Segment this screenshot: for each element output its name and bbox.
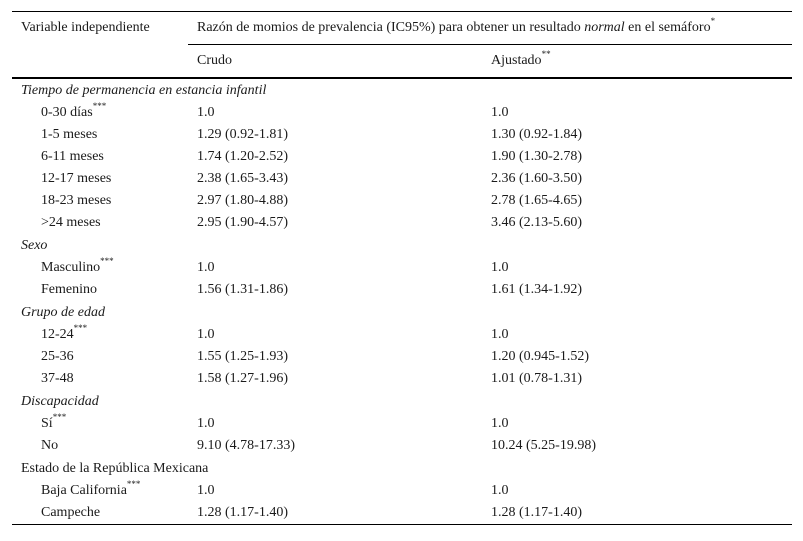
cell-crudo: 1.0 [197, 105, 215, 120]
cell-ajustado: 1.0 [491, 327, 509, 342]
section-title: Grupo de edad [21, 305, 105, 320]
table-row [12, 279, 792, 301]
row-label [12, 502, 188, 525]
row-label [12, 124, 188, 146]
footnote-mark: *** [73, 323, 88, 334]
section-row [12, 390, 792, 413]
table-row [12, 102, 792, 124]
cell-crudo: 1.55 (1.25-1.93) [197, 349, 288, 364]
row-label-text: Femenino [41, 282, 97, 297]
cell-ajustado: 1.20 (0.945-1.52) [491, 349, 589, 364]
table-row [12, 346, 792, 368]
cell-ajustado: 1.0 [491, 483, 509, 498]
section-row [12, 234, 792, 257]
cell-ajustado: 3.46 (2.13-5.60) [491, 215, 582, 230]
cell-ajustado: 1.0 [491, 260, 509, 275]
table-row [12, 324, 792, 346]
cell-crudo: 1.29 (0.92-1.81) [197, 127, 288, 142]
cell-crudo: 9.10 (4.78-17.33) [197, 438, 295, 453]
row-label-text: 1-5 meses [41, 127, 98, 142]
header-span-pre: Razón de momios de prevalencia (IC95%) para obtener un resultado [197, 20, 585, 35]
odds-ratio-table [12, 11, 792, 525]
cell-crudo: 1.0 [197, 260, 215, 275]
header-variable: Variable independiente [12, 12, 188, 45]
cell-ajustado: 1.0 [491, 416, 509, 431]
row-label-text: 18-23 meses [41, 193, 112, 208]
cell-ajustado: 1.28 (1.17-1.40) [482, 502, 792, 525]
header-ajustado-sup: ** [541, 49, 551, 60]
row-label [12, 257, 188, 279]
table-row [12, 435, 792, 457]
row-label [12, 212, 188, 234]
row-label [12, 190, 188, 212]
header-row [12, 12, 792, 45]
section-row [12, 301, 792, 324]
row-label-text: Sí [41, 416, 53, 431]
header-span-post: en el semáforo [624, 20, 711, 35]
table-row [12, 413, 792, 435]
row-label-text: 6-11 meses [41, 149, 104, 164]
cell-crudo: 2.38 (1.65-3.43) [197, 171, 288, 186]
cell-crudo: 1.28 (1.17-1.40) [188, 502, 482, 525]
row-label [12, 146, 188, 168]
cell-crudo: 2.95 (1.90-4.57) [197, 215, 288, 230]
cell-ajustado: 1.0 [491, 105, 509, 120]
subheader-row [12, 45, 792, 79]
row-label-text: Baja California [41, 483, 127, 498]
cell-crudo: 1.74 (1.20-2.52) [197, 149, 288, 164]
row-label-text: 0-30 días [41, 105, 93, 120]
row-label [12, 480, 188, 502]
cell-ajustado: 10.24 (5.25-19.98) [491, 438, 596, 453]
section-row [12, 457, 792, 480]
footnote-mark: *** [52, 412, 67, 423]
row-label [12, 346, 188, 368]
row-label [12, 279, 188, 301]
header-span [188, 12, 792, 45]
footnote-mark: *** [92, 101, 107, 112]
row-label-text: 25-36 [41, 349, 74, 364]
row-label-text: 12-17 meses [41, 171, 112, 186]
row-label-text: Masculino [41, 260, 101, 275]
section-title: Tiempo de permanencia en estancia infantil [21, 83, 267, 98]
row-label [12, 435, 188, 457]
table-row [12, 257, 792, 279]
footnote-mark: *** [126, 479, 141, 490]
row-label [12, 168, 188, 190]
header-crudo: Crudo [188, 45, 482, 79]
table-row [12, 168, 792, 190]
cell-ajustado: 1.90 (1.30-2.78) [491, 149, 582, 164]
footnote-mark: *** [100, 256, 114, 267]
section-title: Discapacidad [21, 394, 99, 409]
cell-ajustado: 1.61 (1.34-1.92) [491, 282, 582, 297]
row-label [12, 102, 188, 124]
row-label-text: Campeche [41, 505, 101, 520]
cell-ajustado: 1.01 (0.78-1.31) [491, 371, 582, 386]
cell-crudo: 1.56 (1.31-1.86) [197, 282, 288, 297]
cell-crudo: 1.58 (1.27-1.96) [197, 371, 288, 386]
row-label-text: No [41, 438, 59, 453]
row-label-text: >24 meses [41, 215, 101, 230]
cell-crudo: 2.97 (1.80-4.88) [197, 193, 288, 208]
cell-ajustado: 2.78 (1.65-4.65) [491, 193, 582, 208]
header-ajustado-label: Ajustado [491, 53, 542, 68]
header-span-sup: * [710, 16, 716, 27]
row-label-text: 37-48 [41, 371, 74, 386]
table-row [12, 146, 792, 168]
header-span-italic: normal [584, 20, 625, 35]
row-label [12, 324, 188, 346]
section-title: Estado de la República Mexicana [21, 461, 209, 476]
cell-ajustado: 2.36 (1.60-3.50) [491, 171, 582, 186]
cell-crudo: 1.0 [197, 327, 215, 342]
section-title: Sexo [21, 238, 48, 253]
row-label [12, 368, 188, 390]
table-row [12, 480, 792, 502]
table-row [12, 502, 792, 525]
table-row [12, 190, 792, 212]
cell-crudo: 1.0 [197, 483, 215, 498]
table-row [12, 212, 792, 234]
subheader-empty [12, 45, 188, 79]
cell-ajustado: 1.30 (0.92-1.84) [491, 127, 582, 142]
row-label-text: 12-24 [41, 327, 74, 342]
cell-crudo: 1.0 [197, 416, 215, 431]
row-label [12, 413, 188, 435]
section-row [12, 78, 792, 102]
table-row [12, 368, 792, 390]
table-row [12, 124, 792, 146]
header-ajustado [482, 45, 792, 79]
